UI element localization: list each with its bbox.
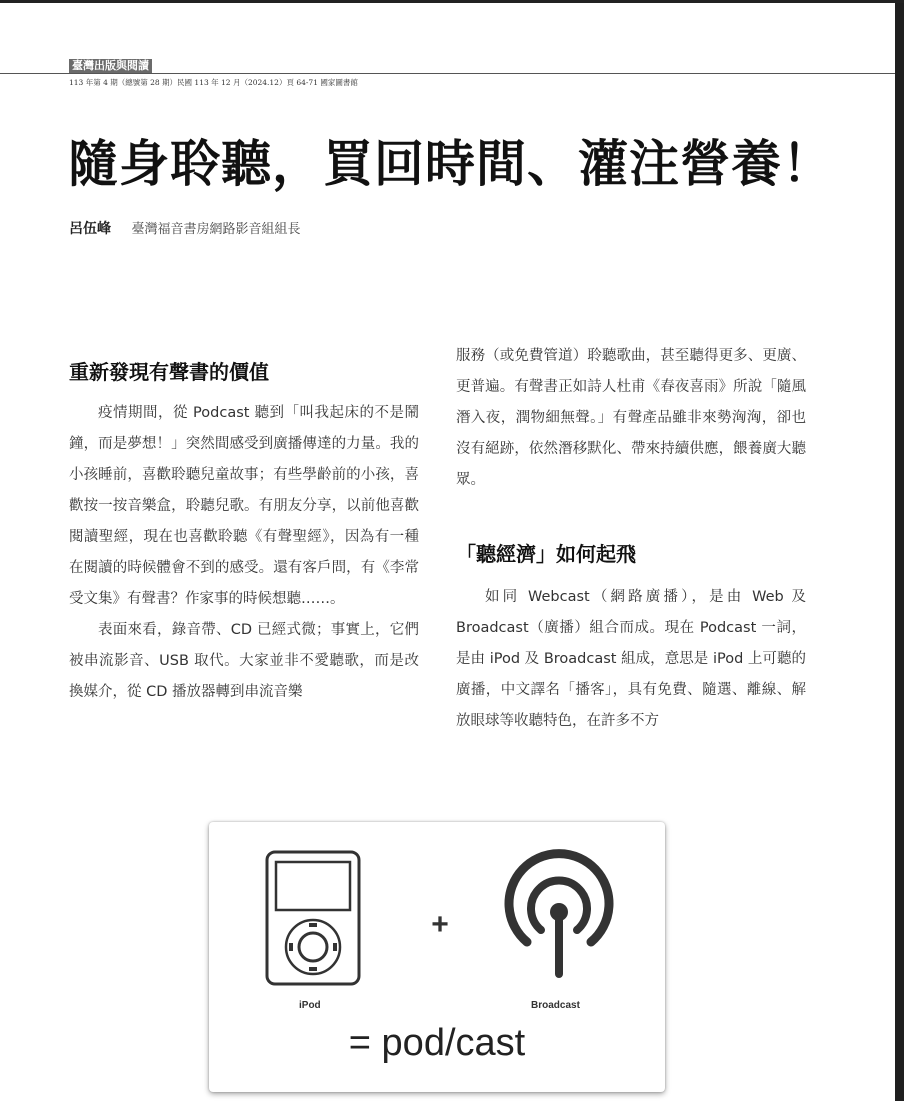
section-heading-2: 「聽經濟」如何起飛 <box>456 542 636 566</box>
svg-text:+: + <box>431 908 449 941</box>
top-border <box>0 0 904 3</box>
byline <box>69 218 300 238</box>
paragraph-2-continued: 服務（或免費管道）聆聽歌曲，甚至聽得更多、更廣、更普遍。有聲書正如詩人杜甫《春夜喜雨》所說「隨風潛入夜，潤物細無聲。」有聲產品雖非來勢洶洶，卻也沒有絕跡，依然潛移默化、帶來持續供應，餵養廣大聽眾。 <box>456 348 806 488</box>
podcast-figure <box>209 822 665 1092</box>
ipod-label: iPod <box>299 1000 321 1011</box>
citation-line: 113 年第 4 期（總號第 28 期）民國 113 年 12 月（2024.12）頁 64-71 國家圖書館 <box>69 78 358 87</box>
author-affiliation: 臺灣福音書房網路影音組組長 <box>131 222 301 237</box>
broadcast-icon <box>509 854 609 974</box>
right-column <box>456 341 806 737</box>
section-heading-1: 重新發現有聲書的價值 <box>69 360 269 384</box>
ipod-icon <box>267 852 359 984</box>
author-name: 呂伍峰 <box>69 221 111 237</box>
article-title: 隨身聆聽，買回時間、灌注營養！ <box>68 134 833 193</box>
paragraph-1: 疫情期間，從 Podcast 聽到「叫我起床的不是鬧鐘，而是夢想！」突然間感受到廣播傳達的力量。我的小孩睡前，喜歡聆聽兒童故事；有些學齡前的小孩，喜歡按一按音樂盒，聆聽兒歌。有朋友分享，以前他喜歡閱讀聖經，現在也喜歡聆聽《有聲聖經》，因為有一種在閱讀的時候體會不到的感受。還有客戶問，有《李常受文集》有聲書？作家事的時候想聽……。 <box>69 405 419 607</box>
paragraph-2: 表面來看，錄音帶、CD 已經式微；事實上，它們被串流影音、USB 取代。大家並非不愛聽歌，而是改換媒介，從 CD 播放器轉到串流音樂 <box>69 622 419 700</box>
left-column <box>69 352 419 708</box>
podcast-equation: = pod/cast <box>348 1022 526 1064</box>
journal-tag: 臺灣出版與閱讀 <box>69 59 152 73</box>
header-rule <box>0 73 895 74</box>
plus-sign <box>431 908 449 941</box>
broadcast-label: Broadcast <box>531 1000 580 1011</box>
paragraph-3: 如同 Webcast（網路廣播），是由 Web 及 Broadcast（廣播）組合而成。現在 Podcast 一詞，是由 iPod 及 Broadcast 組成，意思是 iPod 上可聽的廣播，中文譯名「播客」，具有免費、隨選、離線、解放眼球等收聽特色，在許多不方 <box>456 589 806 729</box>
